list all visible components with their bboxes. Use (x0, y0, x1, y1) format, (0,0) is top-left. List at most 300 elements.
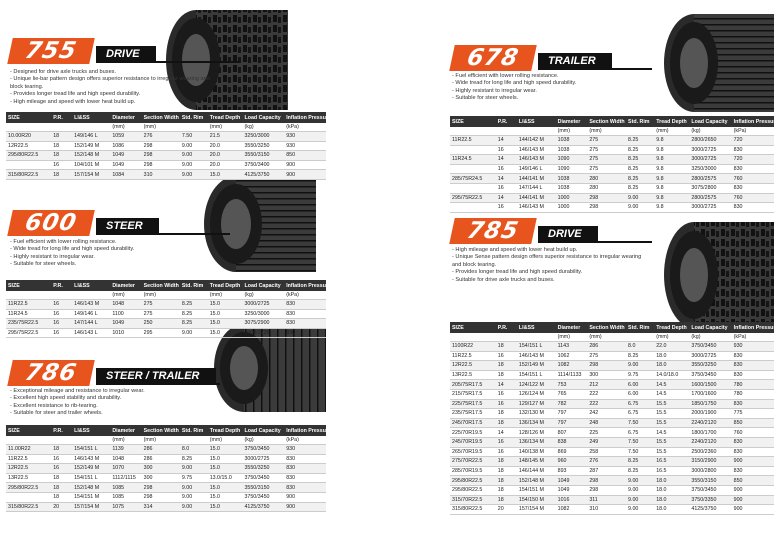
model-type: TRAILER (538, 53, 612, 69)
column-header: Diameter (556, 322, 588, 333)
table-cell: 830 (284, 483, 326, 493)
table-cell: 9.00 (626, 476, 654, 486)
table-cell: 9.00 (626, 193, 654, 203)
column-header: Tread Depth (208, 280, 243, 291)
table-cell: 136/134 M (517, 418, 556, 428)
feature: - Fuel efficient with lower rolling resistance. (10, 239, 200, 246)
table-cell: 215/75R17.5 (450, 389, 496, 399)
table-row (6, 492, 326, 502)
unit-cell (626, 333, 654, 342)
table-cell: 1048 (110, 454, 141, 464)
column-header: Std. Rim (180, 425, 208, 436)
table-cell: 286 (142, 454, 180, 464)
table-row (450, 183, 774, 193)
table-cell: 140/138 M (517, 447, 556, 457)
table-row (450, 174, 774, 184)
table-cell: 15.0 (208, 502, 243, 512)
unit-cell (450, 333, 496, 342)
table-cell: 18.0 (654, 351, 689, 361)
model-type: STEER / TRAILER (96, 368, 216, 384)
table-cell: 14 (496, 380, 517, 390)
table-cell: 144/141 M (517, 193, 556, 203)
table-row (450, 342, 774, 352)
table-cell: 9.00 (626, 203, 654, 213)
table-cell (450, 145, 496, 155)
table-cell: 20.0 (208, 151, 243, 161)
table-cell: 275 (587, 164, 626, 174)
column-header: Diameter (110, 112, 141, 123)
table-cell: 14 (496, 155, 517, 165)
table-cell: 249 (587, 437, 626, 447)
table-cell: 104/101 M (72, 160, 110, 170)
table-cell: 3750/3450 (689, 342, 731, 352)
table-cell: 760 (732, 428, 774, 438)
column-header: P.R. (51, 112, 72, 123)
unit-cell: (mm) (110, 123, 141, 132)
table-cell: 147/144 L (517, 183, 556, 193)
table-cell: 298 (142, 141, 180, 151)
table-cell: 830 (284, 454, 326, 464)
table-row (6, 170, 326, 180)
table-cell: 830 (284, 319, 326, 329)
unit-cell: (mm) (654, 333, 689, 342)
table-cell: 6.75 (626, 399, 654, 409)
table-cell: 146/143 M (517, 155, 556, 165)
feature: - Designed for drive axle trucks and buses. (10, 69, 210, 76)
spec-table-786 (6, 425, 331, 512)
table-cell: 11.00R22 (6, 445, 51, 455)
table-cell: 18 (51, 132, 72, 142)
table-cell: 1048 (110, 300, 141, 310)
table-cell: 298 (587, 203, 626, 213)
table-cell: 154/151 L (72, 473, 110, 483)
table-row (6, 319, 326, 329)
model-number: 600 (7, 210, 95, 236)
table-cell: 8.25 (180, 319, 208, 329)
unit-cell (51, 436, 72, 445)
table-cell: 18 (496, 466, 517, 476)
table-row (450, 466, 774, 476)
table-cell: 930 (284, 445, 326, 455)
table-cell: 8.0 (626, 342, 654, 352)
table-cell: 16 (51, 328, 72, 338)
table-cell: 15.5 (654, 447, 689, 457)
table-header-row (450, 116, 774, 127)
table-cell: 18 (496, 409, 517, 419)
table-cell: 1049 (110, 151, 141, 161)
table-row (6, 309, 326, 319)
table-cell: 152/148 M (72, 483, 110, 493)
table-cell: 154/151 M (517, 485, 556, 495)
table-cell: 15.0 (208, 328, 243, 338)
table-cell: 154/151 L (517, 370, 556, 380)
table-cell: 11R24.5 (450, 155, 496, 165)
table-row (6, 473, 326, 483)
table-cell: 3075/2800 (689, 183, 731, 193)
table-cell: 310 (142, 170, 180, 180)
table-cell: 276 (142, 132, 180, 142)
table-cell: 8.25 (626, 164, 654, 174)
unit-cell: (mm) (110, 436, 141, 445)
column-header: Std. Rim (626, 322, 654, 333)
table-row (450, 164, 774, 174)
table-cell: 258 (587, 447, 626, 457)
table-cell: 3250/3000 (242, 132, 284, 142)
table-cell: 3750/3450 (689, 485, 731, 495)
table-cell: 3550/3250 (689, 361, 731, 371)
table-cell: 8.25 (180, 309, 208, 319)
table-cell: 1084 (110, 170, 141, 180)
table-cell: 18 (51, 473, 72, 483)
table-cell: 154/151 M (72, 492, 110, 502)
unit-cell: (mm) (654, 127, 689, 136)
table-cell: 9.00 (180, 328, 208, 338)
table-cell: 14 (496, 428, 517, 438)
unit-cell (51, 291, 72, 300)
table-row (450, 380, 774, 390)
feature: - Excellent high speed stability and durability. (10, 395, 210, 402)
column-header: SIZE (450, 116, 496, 127)
table-cell: 275 (587, 145, 626, 155)
table-cell: 3000/2725 (689, 155, 731, 165)
table-cell: 15.5 (654, 437, 689, 447)
table-cell: 311 (587, 495, 626, 505)
table-cell: 157/154 M (72, 170, 110, 180)
unit-cell (450, 127, 496, 136)
features-785 (452, 247, 652, 284)
banner-755 (10, 38, 240, 64)
table-cell: 2000/1900 (689, 409, 731, 419)
table-row (6, 454, 326, 464)
table-cell: 16 (496, 183, 517, 193)
units-row (450, 333, 774, 342)
table-cell: 132/130 M (517, 409, 556, 419)
table-cell: 18 (496, 457, 517, 467)
table-row (450, 203, 774, 213)
table-cell: 205/75R17.5 (450, 380, 496, 390)
table-row (450, 399, 774, 409)
table-row (6, 300, 326, 310)
feature: - Suitable for steer and trailer wheels. (10, 410, 210, 417)
table-cell: 1038 (556, 145, 588, 155)
column-header: SIZE (6, 425, 51, 436)
table-cell: 9.00 (626, 485, 654, 495)
table-row (450, 145, 774, 155)
table-cell: 18 (51, 492, 72, 502)
table-cell: 9.00 (626, 505, 654, 515)
table-cell: 18 (51, 483, 72, 493)
table-cell: 720 (732, 136, 774, 146)
table-cell: 930 (284, 132, 326, 142)
table-cell: 152/149 M (72, 464, 110, 474)
table-cell: 9.8 (654, 193, 689, 203)
unit-cell: (kPa) (284, 123, 326, 132)
table-row (450, 447, 774, 457)
table-cell: 1038 (556, 174, 588, 184)
table-cell: 14.0/18.0 (654, 370, 689, 380)
table-cell: 1059 (110, 132, 141, 142)
table-cell: 900 (732, 485, 774, 495)
table-cell: 280 (587, 174, 626, 184)
unit-cell: (kPa) (732, 127, 774, 136)
column-header: SIZE (6, 280, 51, 291)
table-cell: 1049 (556, 476, 588, 486)
table-row (450, 505, 774, 515)
table-cell: 10.00R20 (6, 132, 51, 142)
table-cell: 149/146 L (517, 164, 556, 174)
table-cell: 1049 (110, 319, 141, 329)
table-cell: 830 (732, 164, 774, 174)
model-number: 755 (7, 38, 95, 64)
table-cell: 9.00 (180, 502, 208, 512)
unit-cell (496, 127, 517, 136)
table-row (450, 409, 774, 419)
table-cell: 1070 (110, 464, 141, 474)
table-cell: 245/70R19.5 (450, 437, 496, 447)
table-cell: 222 (587, 399, 626, 409)
table-cell: 2800/2575 (689, 193, 731, 203)
unit-cell (6, 291, 51, 300)
table-cell: 830 (732, 361, 774, 371)
table-cell: 830 (284, 300, 326, 310)
table-cell: 797 (556, 409, 588, 419)
table-cell: 14 (496, 136, 517, 146)
table-cell: 869 (556, 447, 588, 457)
table-cell: 18.0 (654, 485, 689, 495)
spec-table-785 (450, 322, 778, 515)
table-cell: 298 (587, 193, 626, 203)
table-cell: 275 (587, 136, 626, 146)
table-cell: 149/146 L (72, 309, 110, 319)
table-cell: 18 (496, 495, 517, 505)
table-cell: 9.8 (654, 174, 689, 184)
table-cell: 3750/3400 (242, 160, 284, 170)
table-cell: 146/144 M (517, 466, 556, 476)
table-cell: 18 (496, 485, 517, 495)
banner-678 (452, 45, 652, 71)
table-row (450, 457, 774, 467)
table-cell: 212 (587, 380, 626, 390)
table-cell: 760 (732, 174, 774, 184)
table-cell: 2240/2120 (689, 418, 731, 428)
table-cell: 128/126 M (517, 428, 556, 438)
table-cell: 6.00 (626, 389, 654, 399)
feature: - Provides longer tread life and high speed durability. (10, 91, 210, 98)
column-header: Load Capacity (242, 425, 284, 436)
features-786 (10, 388, 210, 418)
table-cell: 3550/3150 (242, 483, 284, 493)
table-row (6, 160, 326, 170)
column-header: LI&SS (72, 425, 110, 436)
table-cell: 18 (51, 170, 72, 180)
table-cell: 11R22.5 (450, 351, 496, 361)
table-cell: 265/70R19.5 (450, 447, 496, 457)
table-cell: 9.8 (654, 203, 689, 213)
table-cell: 15.0 (208, 309, 243, 319)
table-cell: 287 (587, 466, 626, 476)
table-cell: 830 (284, 464, 326, 474)
table-cell: 3000/2725 (242, 300, 284, 310)
table-cell: 900 (284, 502, 326, 512)
feature: - Highly resistant to irregular wear. (10, 254, 200, 261)
spec-table-755 (6, 112, 331, 180)
table-cell: 900 (732, 495, 774, 505)
table-cell: 2800/2650 (689, 136, 731, 146)
table-cell: 7.50 (626, 447, 654, 457)
table-cell: 15.5 (654, 418, 689, 428)
unit-cell: (kPa) (284, 436, 326, 445)
unit-cell: (kg) (689, 333, 731, 342)
unit-cell (180, 436, 208, 445)
column-header: Diameter (556, 116, 588, 127)
table-cell: 9.8 (654, 183, 689, 193)
column-header: Diameter (110, 280, 141, 291)
table-cell: 7.50 (626, 437, 654, 447)
unit-cell: (mm) (208, 436, 243, 445)
table-cell: 152/148 M (72, 151, 110, 161)
column-header: Section Width (142, 112, 180, 123)
unit-cell (517, 333, 556, 342)
table-cell: 225/70R19.5 (450, 428, 496, 438)
table-cell: 6.75 (626, 409, 654, 419)
table-cell: 765 (556, 389, 588, 399)
table-cell: 16 (496, 203, 517, 213)
table-cell: 15.0 (208, 319, 243, 329)
table-header-row (6, 280, 326, 291)
table-cell: 16 (51, 309, 72, 319)
unit-cell: (mm) (587, 127, 626, 136)
table-cell: 3750/3450 (242, 473, 284, 483)
table-cell: 146/143 L (72, 328, 110, 338)
table-cell: 20.0 (208, 160, 243, 170)
table-cell: 147/144 L (72, 319, 110, 329)
table-row (6, 483, 326, 493)
table-cell: 1038 (556, 136, 588, 146)
table-cell: 300 (142, 473, 180, 483)
table-cell: 149/146 L (72, 132, 110, 142)
table-cell: 16 (51, 464, 72, 474)
model-type: DRIVE (538, 226, 598, 242)
table-cell: 146/143 M (517, 203, 556, 213)
table-cell: 11R22.5 (6, 300, 51, 310)
table-cell: 298 (142, 160, 180, 170)
table-cell: 830 (284, 473, 326, 483)
table-cell: 13R22.5 (6, 473, 51, 483)
column-header: LI&SS (517, 322, 556, 333)
table-cell: 8.25 (626, 136, 654, 146)
table-cell: 315/80R22.5 (6, 170, 51, 180)
table-row (6, 141, 326, 151)
table-cell: 1085 (110, 492, 141, 502)
table-row (6, 464, 326, 474)
table-cell: 9.8 (654, 145, 689, 155)
table-cell: 6.75 (626, 428, 654, 438)
table-cell: 18 (51, 151, 72, 161)
column-header: Diameter (110, 425, 141, 436)
table-cell: 1016 (556, 495, 588, 505)
table-cell: 3550/3150 (242, 151, 284, 161)
table-row (450, 437, 774, 447)
table-cell: 900 (732, 505, 774, 515)
table-cell: 15.0 (208, 300, 243, 310)
table-cell: 300 (142, 464, 180, 474)
table-cell: 3000/2725 (689, 351, 731, 361)
table-cell: 298 (142, 492, 180, 502)
unit-cell (180, 123, 208, 132)
table-cell: 15.0 (208, 454, 243, 464)
table-cell: 780 (732, 380, 774, 390)
table-cell: 144/141 M (517, 174, 556, 184)
feature: - Suitable for drive axle trucks and buses. (452, 277, 652, 284)
table-cell: 15.0 (208, 445, 243, 455)
spec-table-600 (6, 280, 331, 338)
unit-cell: (mm) (208, 123, 243, 132)
table-cell: 18.0 (654, 476, 689, 486)
column-header: Load Capacity (689, 116, 731, 127)
feature: - Excellent resistance to rib-tearing. (10, 403, 210, 410)
table-cell: 275 (587, 351, 626, 361)
table-cell: 9.8 (654, 164, 689, 174)
column-header: Load Capacity (689, 322, 731, 333)
table-cell: 3750/3350 (689, 495, 731, 505)
table-cell: 12R22.5 (6, 141, 51, 151)
table-cell: 1038 (556, 183, 588, 193)
table-cell: 21.5 (208, 132, 243, 142)
table-cell: 16 (496, 164, 517, 174)
table-cell: 285/70R19.5 (450, 466, 496, 476)
unit-cell: (kPa) (732, 333, 774, 342)
table-row (450, 361, 774, 371)
table-cell: 8.25 (626, 466, 654, 476)
units-row (6, 291, 326, 300)
table-cell: 3550/3250 (242, 464, 284, 474)
table-cell: 129/127 M (517, 399, 556, 409)
table-cell: 16 (496, 399, 517, 409)
table-cell: 3550/3250 (242, 141, 284, 151)
table-cell: 315/70R22.5 (450, 495, 496, 505)
table-cell: 16.5 (654, 466, 689, 476)
table-cell: 1114/1133 (556, 370, 588, 380)
table-cell: 830 (732, 203, 774, 213)
table-cell: 13.0/15.0 (208, 473, 243, 483)
table-cell: 18 (496, 476, 517, 486)
table-cell: 295/80R22.5 (6, 151, 51, 161)
table-cell: 18 (51, 141, 72, 151)
column-header: Tread Depth (208, 112, 243, 123)
table-cell: 16 (496, 351, 517, 361)
table-cell: 850 (732, 476, 774, 486)
table-cell: 18 (496, 418, 517, 428)
table-cell: 14 (496, 174, 517, 184)
table-cell: 157/154 M (72, 502, 110, 512)
column-header: P.R. (496, 116, 517, 127)
column-header: Inflation Pressure (284, 280, 326, 291)
table-cell: 3075/2900 (242, 319, 284, 329)
table-cell: 18.0 (654, 495, 689, 505)
table-cell: 3000/2725 (689, 203, 731, 213)
table-cell: 2800/2575 (689, 174, 731, 184)
table-cell: 275/70R22.5 (450, 457, 496, 467)
feature: - Wide tread for long life and high speed durability. (10, 246, 200, 253)
table-cell: 3000/2725 (689, 145, 731, 155)
table-cell: 15.0 (208, 483, 243, 493)
table-cell: 8.25 (626, 174, 654, 184)
features-678 (452, 73, 652, 103)
table-cell: 9.00 (180, 141, 208, 151)
table-cell: 16 (51, 300, 72, 310)
table-cell: 9.00 (626, 495, 654, 505)
column-header: Inflation Pressure (284, 112, 326, 123)
